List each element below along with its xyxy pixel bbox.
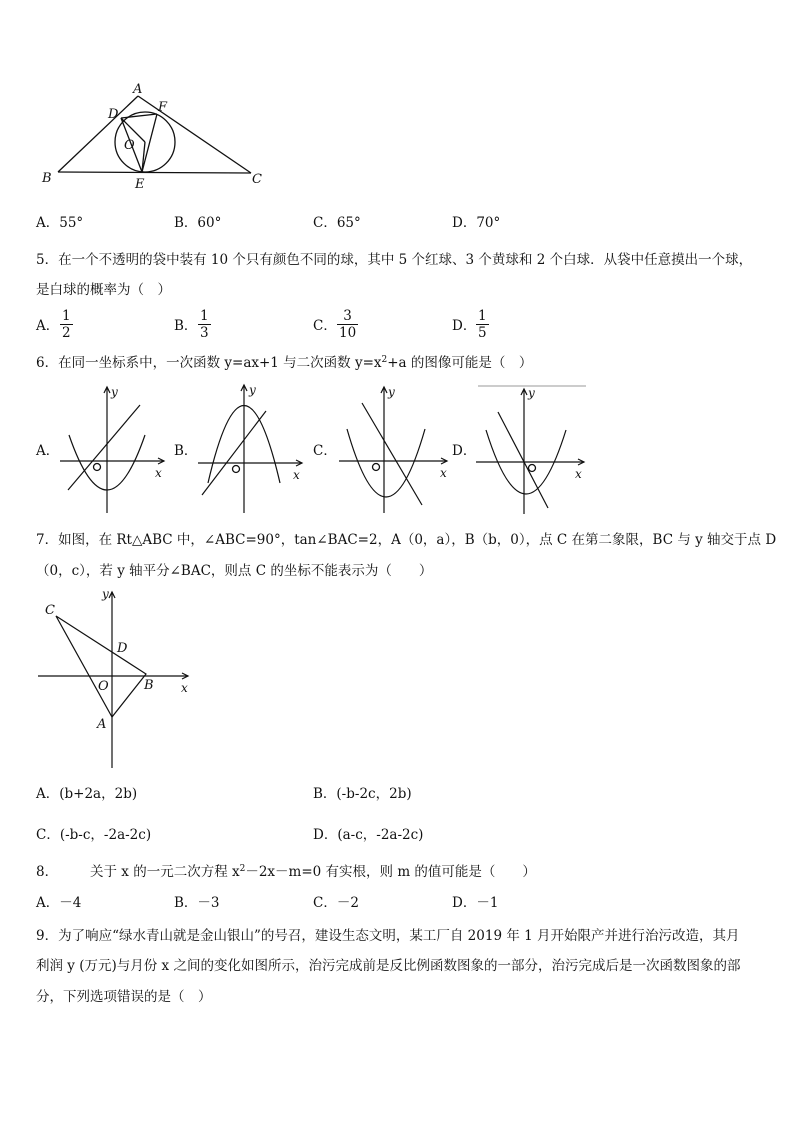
q5-option-c-letter: C． xyxy=(313,318,337,334)
q7-option-a: A．(b+2a，2b) xyxy=(36,786,138,802)
q7-option-d: D．(a-c，-2a-2c) xyxy=(313,827,424,843)
q4-option-b: B．60° xyxy=(174,215,222,231)
q5-option-c-fraction xyxy=(337,308,358,341)
q4-label-c: C xyxy=(252,172,262,187)
q4-label-d: D xyxy=(108,107,119,122)
q7-option-c: C．(-b-c，-2a-2c) xyxy=(36,827,152,843)
q5-option-c-numerator: 3 xyxy=(337,308,358,325)
q6-stem-part2: +a 的图像可能是（ ） xyxy=(387,355,533,371)
q7-label-x: x xyxy=(181,681,188,695)
q5-stem-line2: 是白球的概率为（ ） xyxy=(36,282,171,298)
q4-side-bc xyxy=(58,172,251,173)
q4-option-c: C．65° xyxy=(313,215,361,231)
q8-stem-part1: 关于 x 的一元二次方程 x xyxy=(90,864,240,880)
q5-option-b-letter: B． xyxy=(174,318,198,334)
q6-graph-a-y-label: y xyxy=(111,385,118,399)
q5-option-d-letter: D． xyxy=(452,318,477,334)
q4-label-e: E xyxy=(135,177,145,192)
q6-stem-exponent: 2 xyxy=(381,355,388,365)
q6-graph-d xyxy=(474,384,590,516)
q6-graph-c-line xyxy=(362,403,422,505)
q5-option-a-fraction xyxy=(60,308,73,341)
q8-option-c: C．－2 xyxy=(313,895,359,911)
q4-option-a: A．55° xyxy=(36,215,84,231)
q7-label-d: D xyxy=(117,641,128,656)
q8-option-a: A．－4 xyxy=(36,895,82,911)
q5-option-a-letter: A． xyxy=(36,318,60,334)
q8-option-d: D．－1 xyxy=(452,895,499,911)
q5-option-b-fraction xyxy=(198,308,211,341)
q7-label-y: y xyxy=(102,587,109,601)
q8-stem-part2: －2x－m=0 有实根，则 m 的值可能是（ ） xyxy=(245,864,536,880)
q4-option-d: D．70° xyxy=(452,215,501,231)
q5-option-d-numerator: 1 xyxy=(478,308,487,324)
q6-graph-b-line xyxy=(202,411,266,495)
q5-stem-line1: 5．在一个不透明的袋中装有 10 个只有颜色不同的球，其中 5 个红球、3 个黄球和 2 个白球．从袋中任意摸出一个球， xyxy=(36,252,753,268)
q7-label-c: C xyxy=(45,603,55,618)
q5-option-d-fraction xyxy=(476,308,489,341)
q5-option-c-denominator: 10 xyxy=(339,325,357,341)
q7-figure xyxy=(36,586,196,770)
q4-label-f: F xyxy=(158,100,168,115)
q7-label-o: O xyxy=(98,679,109,694)
q6-option-a-letter: A． xyxy=(36,443,60,459)
q4-figure xyxy=(36,82,276,195)
q6-graph-b-x-label: x xyxy=(293,468,300,482)
q6-graph-a-x-label: x xyxy=(155,466,162,480)
q5-option-d-denominator: 5 xyxy=(478,325,487,341)
q6-graph-b xyxy=(196,383,308,515)
q7-label-a: A xyxy=(97,717,107,732)
q4-label-a: A xyxy=(133,82,143,97)
q6-option-b-letter: B． xyxy=(174,443,198,459)
q9-stem-line2: 利润 y (万元)与月份 x 之间的变化如图所示，治污完成前是反比例函数图象的一部分，治污完成后是一次函数图象的部 xyxy=(36,958,741,974)
q4-label-o: O xyxy=(124,138,135,153)
q7-stem-line1: 7．如图，在 Rt△ABC 中，∠ABC=90°，tan∠BAC=2，A（0，a），B（b，0），点 C 在第二象限，BC 与 y 轴交于点 D xyxy=(36,532,777,548)
q6-graph-b-y-label: y xyxy=(249,383,256,397)
q8-option-b: B．－3 xyxy=(174,895,220,911)
q4-side-ab xyxy=(58,96,138,172)
q7-stem-line2: （0，c），若 y 轴平分∠BAC，则点 C 的坐标不能表示为（ ） xyxy=(36,563,433,579)
q7-triangle-abc xyxy=(56,616,146,717)
q8-stem xyxy=(90,863,536,881)
q7-option-b: B．(-b-2c，2b) xyxy=(313,786,412,802)
q6-stem xyxy=(36,354,532,372)
q6-stem-part1: 6．在同一坐标系中，一次函数 y=ax+1 与二次函数 y=x xyxy=(36,355,382,371)
q5-option-a-numerator: 1 xyxy=(62,308,71,324)
q9-stem-line1: 9．为了响应“绿水青山就是金山银山”的号召，建设生态文明，某工厂自 2019 年 1 月开始限产并进行治污改造，其月 xyxy=(36,928,740,944)
q7-label-b: B xyxy=(144,678,154,693)
q6-graph-a xyxy=(58,385,170,515)
q6-graph-c-parabola xyxy=(347,429,425,497)
q4-side-ac xyxy=(138,96,251,173)
q9-stem-line3: 分，下列选项错误的是（ ） xyxy=(36,989,212,1005)
q6-graph-d-y-label: y xyxy=(528,386,535,400)
q4-chord-df xyxy=(121,114,157,118)
q6-option-c-letter: C． xyxy=(313,443,337,459)
q6-graph-c-y-label: y xyxy=(388,385,395,399)
q4-label-b: B xyxy=(42,171,52,186)
q5-option-b-numerator: 1 xyxy=(200,308,209,324)
q6-option-d-letter: D． xyxy=(452,443,477,459)
q6-graph-c xyxy=(337,385,455,515)
q6-graph-c-x-label: x xyxy=(440,466,447,480)
q8-stem-exponent: 2 xyxy=(239,864,246,874)
q6-graph-d-x-label: x xyxy=(575,467,582,481)
q8-number: 8． xyxy=(36,864,59,880)
q6-graph-a-line xyxy=(68,405,140,490)
q5-option-b-denominator: 3 xyxy=(200,325,209,341)
q5-option-a-denominator: 2 xyxy=(62,325,71,341)
